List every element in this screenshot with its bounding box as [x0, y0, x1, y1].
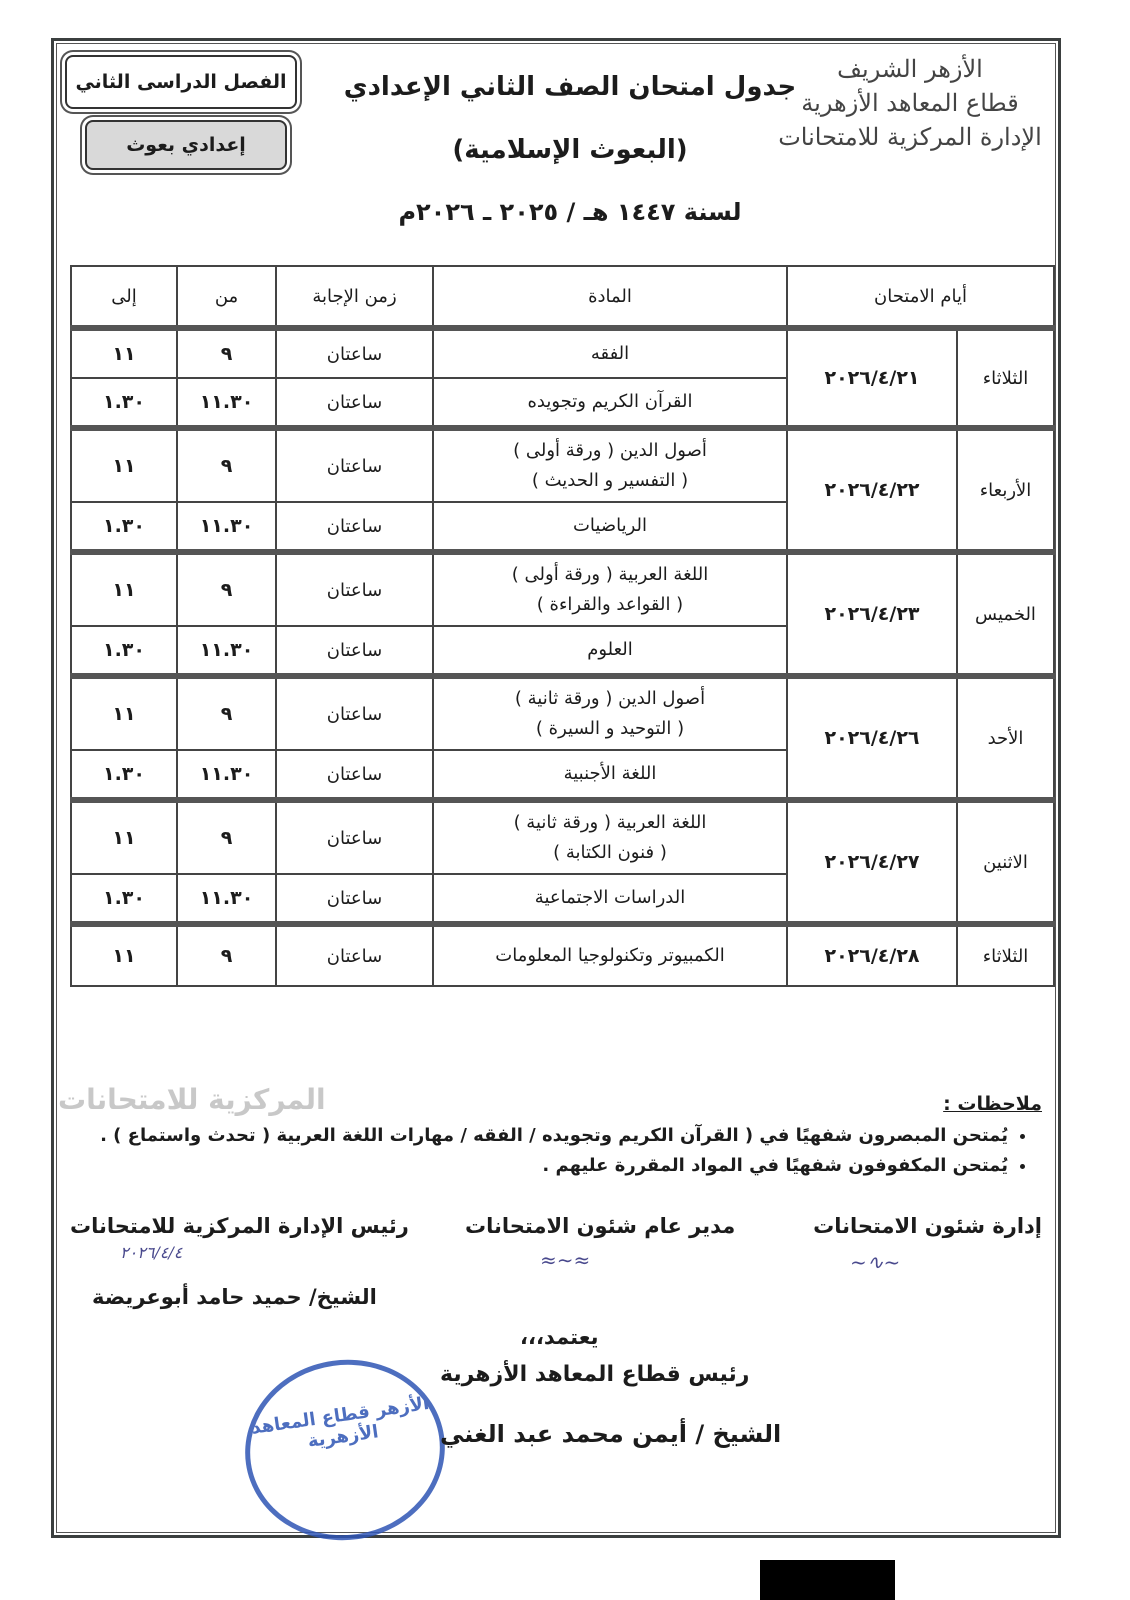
- cell-duration: ساعتان: [276, 428, 433, 502]
- official-stamp: الأزهر قطاع المعاهد الأزهرية: [233, 1347, 456, 1553]
- cell-from: ٩: [177, 800, 276, 874]
- cell-duration: ساعتان: [276, 552, 433, 626]
- cell-from: ٩: [177, 924, 276, 986]
- cell-to: ١١: [71, 676, 177, 750]
- cell-subject: [433, 428, 787, 502]
- cell-date: ٢٠٢٦/٤/٢١: [787, 328, 957, 428]
- cell-from: ٩: [177, 428, 276, 502]
- table-header-row: [71, 266, 1054, 328]
- table-row: [71, 552, 1054, 626]
- cell-subject: [433, 552, 787, 626]
- header-from: من: [177, 266, 276, 328]
- subject-line: الكمبيوتر وتكنولوجيا المعلومات: [495, 945, 725, 966]
- table-row: [71, 428, 1054, 502]
- table-row: [71, 328, 1054, 378]
- cell-to: ١.٣٠: [71, 378, 177, 428]
- subject-line: أصول الدين ( ورقة ثانية ): [514, 688, 706, 709]
- cell-day: الخميس: [957, 552, 1054, 676]
- cell-to: ١.٣٠: [71, 874, 177, 924]
- cell-subject: [433, 924, 787, 986]
- exam-schedule-table: [70, 265, 1055, 987]
- cell-duration: ساعتان: [276, 924, 433, 986]
- cell-from: ١١.٣٠: [177, 502, 276, 552]
- handwritten-signature: ~∿~: [850, 1250, 901, 1274]
- table-row: [71, 676, 1054, 750]
- cell-to: ١١: [71, 328, 177, 378]
- cell-day: الثلاثاء: [957, 328, 1054, 428]
- subject-line: اللغة العربية ( ورقة أولى ): [511, 564, 709, 585]
- subject-line: ( التفسير و الحديث ): [531, 470, 689, 491]
- cell-from: ١١.٣٠: [177, 378, 276, 428]
- cell-duration: ساعتان: [276, 502, 433, 552]
- subject-line: الدراسات الاجتماعية: [534, 887, 686, 908]
- cell-day: الأحد: [957, 676, 1054, 800]
- logo-line: الأزهر الشريف: [837, 55, 983, 83]
- cell-duration: ساعتان: [276, 378, 433, 428]
- cell-from: ٩: [177, 676, 276, 750]
- cell-day: الأربعاء: [957, 428, 1054, 552]
- page-subtitle: (البعوث الإسلامية): [452, 135, 688, 165]
- cell-duration: ساعتان: [276, 626, 433, 676]
- cell-from: ١١.٣٠: [177, 750, 276, 800]
- header-duration: زمن الإجابة: [276, 266, 433, 328]
- approval-name: الشيخ / أيمن محمد عبد الغني: [440, 1420, 782, 1448]
- subject-line: ( القواعد والقراءة ): [536, 594, 684, 615]
- note-item: • يُمتحن المكفوفون شفهيًا في المواد المقررة عليهم .: [82, 1151, 1008, 1181]
- central-head-name: الشيخ/ حميد حامد أبوعريضة: [92, 1285, 377, 1309]
- term-label-box: الفصل الدراسى الثاني: [65, 55, 297, 109]
- notes-section: [82, 1093, 1042, 1181]
- subject-line: ( التوحيد و السيرة ): [535, 718, 685, 739]
- cell-date: ٢٠٢٦/٤/٢٣: [787, 552, 957, 676]
- cell-to: ١١: [71, 552, 177, 626]
- subject-line: اللغة الأجنبية: [563, 763, 657, 784]
- cell-subject: [433, 750, 787, 800]
- cell-to: ١.٣٠: [71, 626, 177, 676]
- cell-subject: [433, 800, 787, 874]
- cell-subject: [433, 502, 787, 552]
- cell-from: ٩: [177, 552, 276, 626]
- cell-date: ٢٠٢٦/٤/٢٢: [787, 428, 957, 552]
- table-row: [71, 924, 1054, 986]
- header-days: أيام الامتحان: [787, 266, 1054, 328]
- watermark-text: المركزية للامتحانات: [58, 1083, 326, 1116]
- table-body: [71, 328, 1054, 986]
- cell-from: ٩: [177, 328, 276, 378]
- logo-line: الإدارة المركزية للامتحانات: [778, 123, 1042, 151]
- header-subject: المادة: [433, 266, 787, 328]
- notes-list: [82, 1121, 1042, 1181]
- cell-date: ٢٠٢٦/٤/٢٧: [787, 800, 957, 924]
- notes-title: ملاحظات :: [943, 1093, 1042, 1115]
- cell-duration: ساعتان: [276, 800, 433, 874]
- cell-to: ١١: [71, 800, 177, 874]
- subject-line: اللغة العربية ( ورقة ثانية ): [513, 812, 707, 833]
- cell-duration: ساعتان: [276, 328, 433, 378]
- cell-day: الاثنين: [957, 800, 1054, 924]
- cell-from: ١١.٣٠: [177, 626, 276, 676]
- note-item: • يُمتحن المبصرون شفهيًا في ( القرآن الكريم وتجويده / الفقه / مهارات اللغة العربية ( تحدث واستماع ) .: [82, 1121, 1008, 1151]
- cell-to: ١.٣٠: [71, 750, 177, 800]
- header-to: إلى: [71, 266, 177, 328]
- cell-to: ١١: [71, 924, 177, 986]
- subject-line: أصول الدين ( ورقة أولى ): [513, 440, 707, 461]
- cell-duration: ساعتان: [276, 750, 433, 800]
- logo-line: قطاع المعاهد الأزهرية: [801, 89, 1019, 117]
- handwritten-date: ٢٠٢٦/٤/٤: [120, 1243, 183, 1262]
- cell-date: ٢٠٢٦/٤/٢٨: [787, 924, 957, 986]
- table-row: [71, 800, 1054, 874]
- cell-to: ١١: [71, 428, 177, 502]
- cell-from: ١١.٣٠: [177, 874, 276, 924]
- subject-line: الرياضيات: [572, 515, 648, 536]
- cell-to: ١.٣٠: [71, 502, 177, 552]
- cell-date: ٢٠٢٦/٤/٢٦: [787, 676, 957, 800]
- section-label-box: إعدادي بعوث: [85, 120, 287, 170]
- signature-central-head: رئيس الإدارة المركزية للامتحانات: [70, 1214, 409, 1238]
- cell-subject: [433, 626, 787, 676]
- cell-subject: [433, 676, 787, 750]
- handwritten-signature: ≈∽≈: [540, 1248, 591, 1272]
- cell-day: الثلاثاء: [957, 924, 1054, 986]
- approval-title: رئيس قطاع المعاهد الأزهرية: [440, 1362, 750, 1387]
- academic-year: لسنة ١٤٤٧ هـ / ٢٠٢٥ ـ ٢٠٢٦م: [398, 198, 742, 226]
- subject-line: العلوم: [587, 639, 633, 660]
- signature-exam-affairs: إدارة شئون الامتحانات: [813, 1214, 1042, 1238]
- cell-duration: ساعتان: [276, 676, 433, 750]
- cell-duration: ساعتان: [276, 874, 433, 924]
- cell-subject: [433, 328, 787, 378]
- subject-line: القرآن الكريم وتجويده: [527, 391, 693, 412]
- cell-subject: [433, 874, 787, 924]
- subject-line: ( فنون الكتابة ): [553, 842, 667, 863]
- signature-general-manager: مدير عام شئون الامتحانات: [465, 1214, 736, 1238]
- redaction-bar: [760, 1560, 895, 1600]
- al-azhar-logo: [775, 52, 1045, 154]
- page-title: جدول امتحان الصف الثاني الإعدادي: [343, 72, 797, 102]
- subject-line: الفقه: [590, 343, 630, 364]
- cell-subject: [433, 378, 787, 428]
- approval-label: يعتمد،،،: [520, 1325, 599, 1349]
